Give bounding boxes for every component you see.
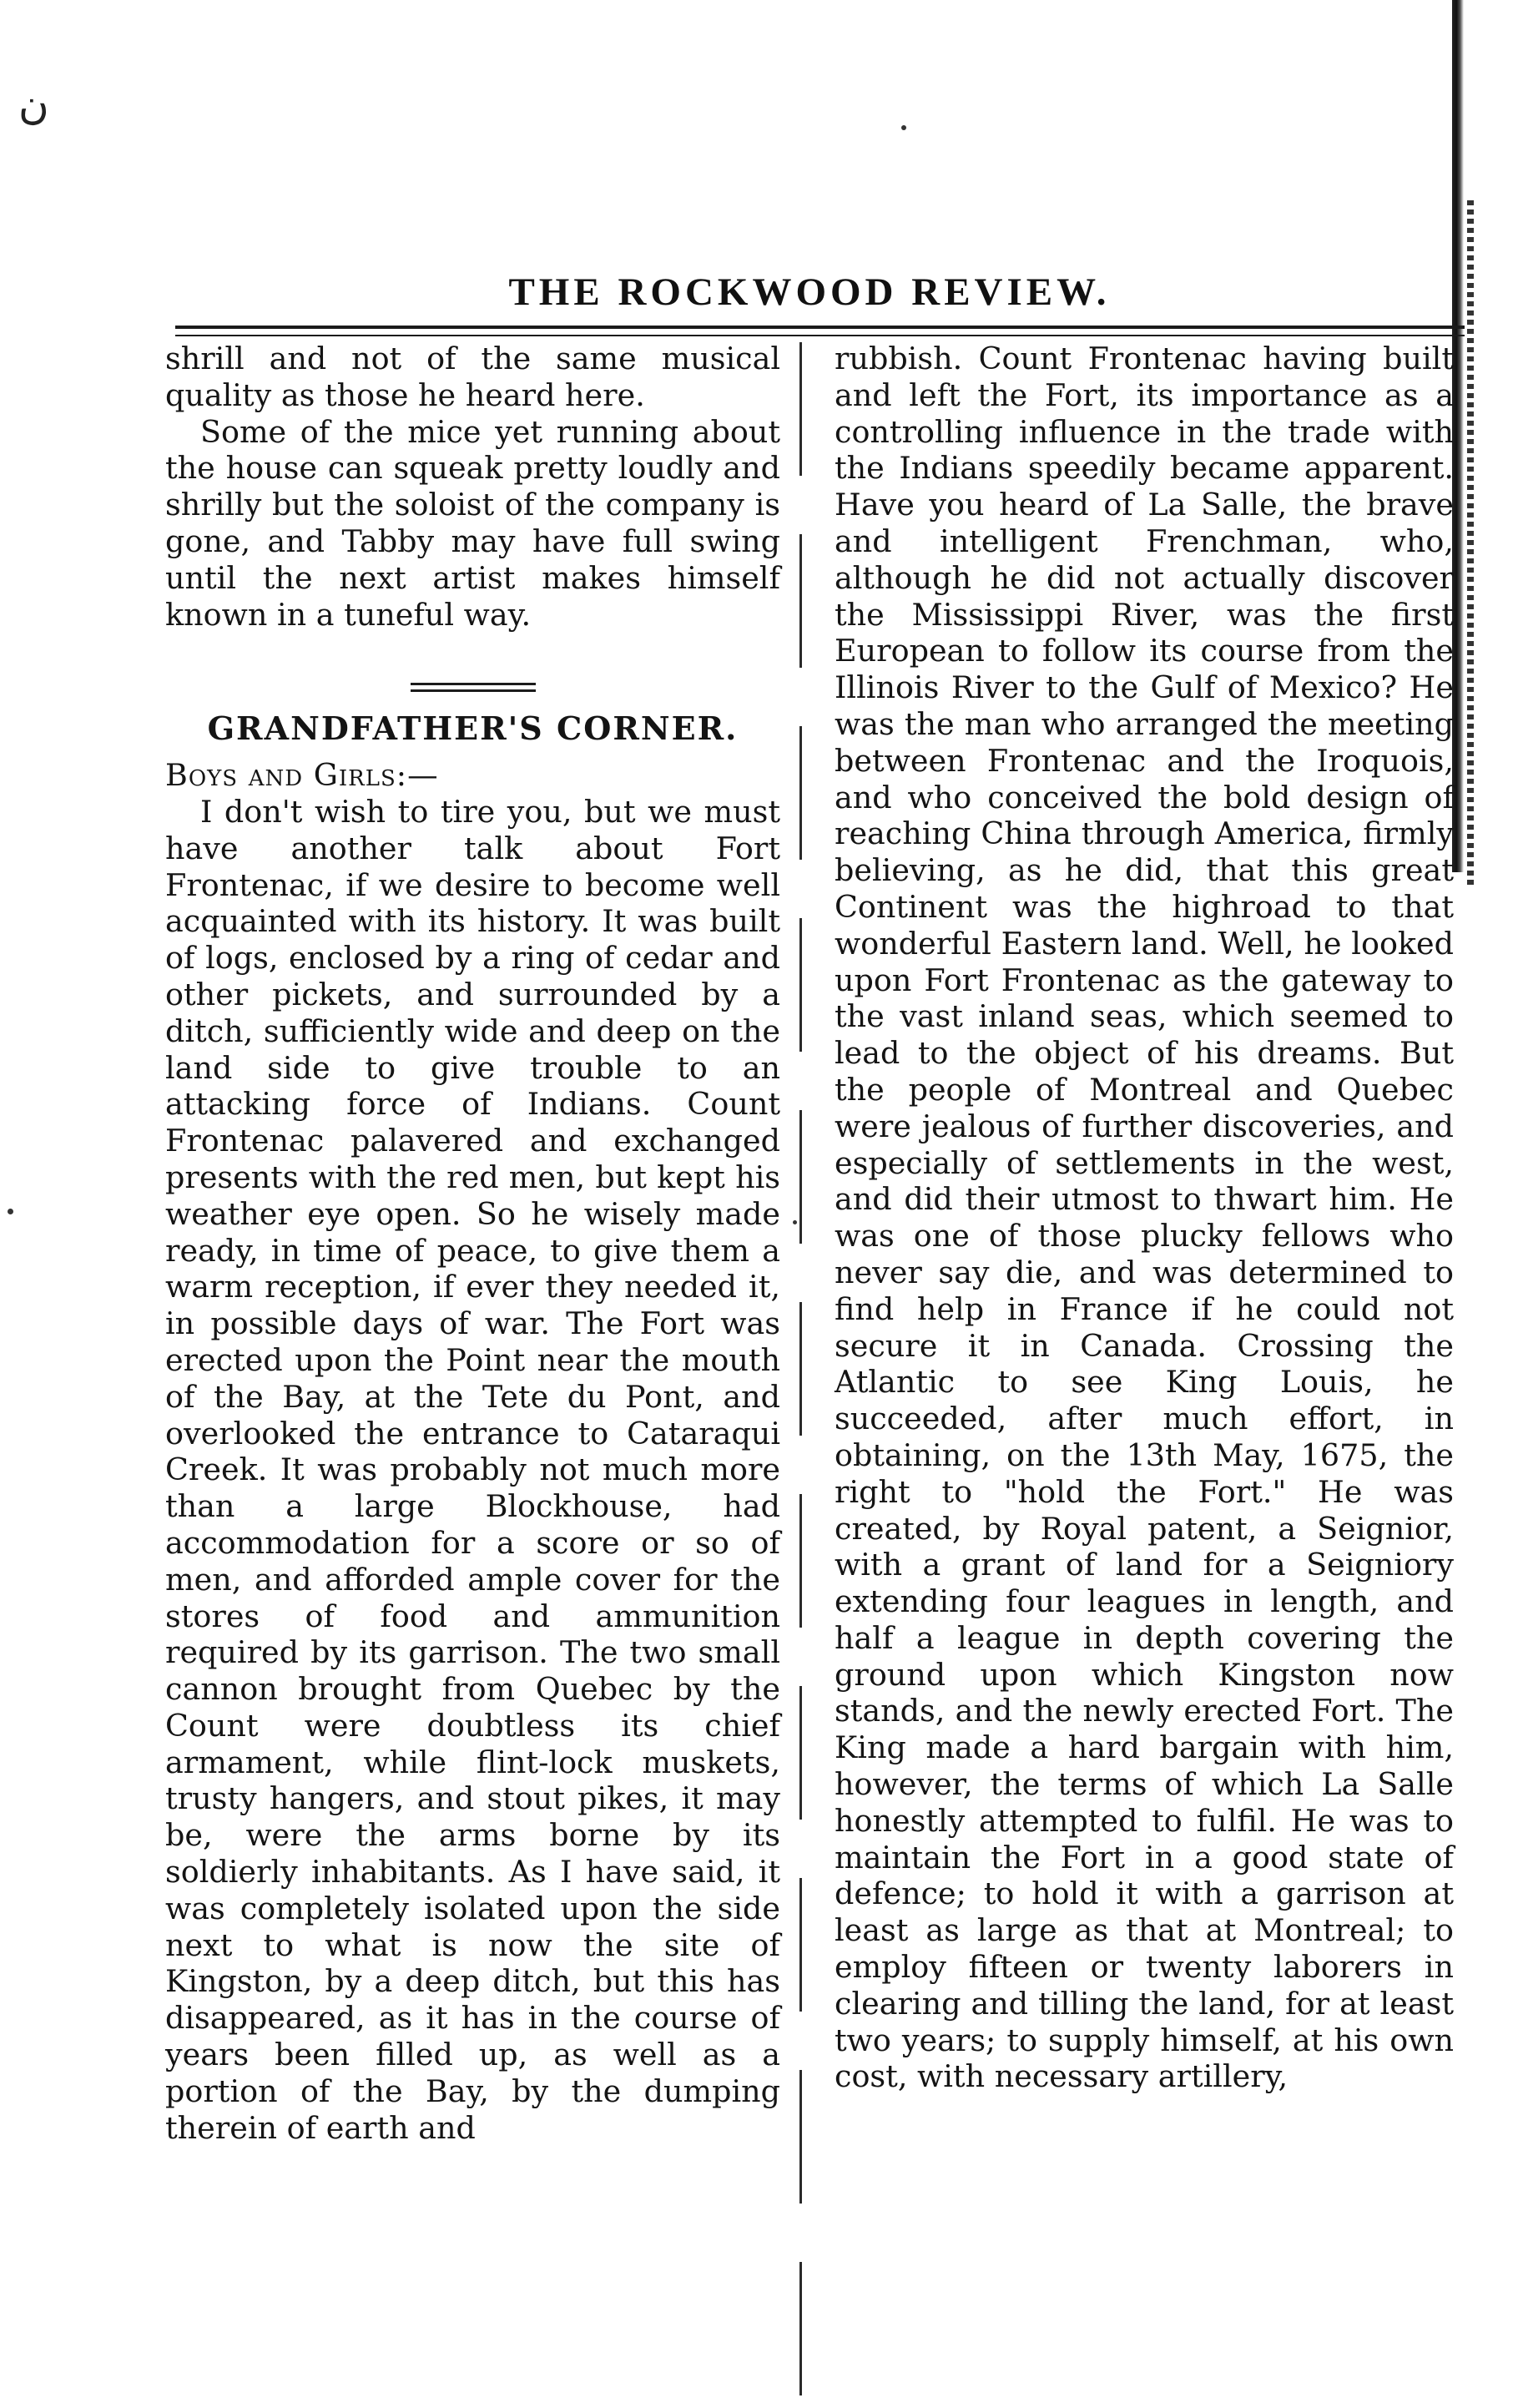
fort-paragraph: I don't wish to tire you, but we must have another talk about Fort Frontenac, if we desire to become well acquainted with its history. It was built of logs, enclosed by a ring of cedar and other pickets, and surrounded by a ditch, sufficiently wide and deep on the land side to give trouble to an attacking force of Indians. Count Frontenac palavered and exchanged presents with the red men, but kept his weather eye open. So he wisely made ready, in time of peace, to give them a warm reception, if ever they needed it, in possible days of war. The Fort was erected upon the Point near the mouth of the Bay, at the Tete du Pont, and overlooked the entrance to Cataraqui Creek. It was probably not much more than a large Blockhouse, had accommodation for a score or so of men, and afforded ample cover for the stores of food and ammunition required by its garrison. The two small cannon brought from Quebec by the Count were doubtless its chief armament, while flint-lock muskets, trusty hangers, and stout pikes, it may be, were the arms borne by its soldierly inhabitants. As I have said, it was completely isolated upon the side next to what is now the site of Kingston, by a deep ditch, but this has disappeared, as it has in the course of years been filled up, as well as a portion of the Bay, by the dumping therein of earth and <box>165 793 780 2146</box>
section-rule <box>411 689 536 692</box>
lasalle-paragraph: rubbish. Count Frontenac having built and left the Fort, its importance as a controlling influence in the trade with the Indians speedily became apparent. Have you heard of La Salle, the brave and intelligent Frenchman, who, although he did not actually discover the Mississippi River, was the first European to follow its course from the Illinois River to the Gulf of Mexico? He was the man who arranged the meeting between Frontenac and the Iroquois, and who conceived the bold design of reaching China through America, firmly believing, as he did, that this great Continent was the highroad to that wonderful Eastern land. Well, he looked upon Fort Frontenac as the gateway to the vast inland seas, which seemed to lead to the object of his dreams. But the people of Montreal and Quebec were jealous of further discoveries, and especially of settlements in the west, and did their utmost to thwart him. He was one of those plucky fellows who never say die, and was determined to find help in France if he could not secure it in Canada. Crossing the Atlantic to see King Louis, he succeeded, after much effort, in obtaining, on the 13th May, 1675, the right to "hold the Fort." He was created, by Royal patent, a Seignior, with a grant of land for a Seigniory extending four leagues in length, and half a league in depth covering the ground upon which Kingston now stands, and the newly erected Fort. The King made a hard bargain with him, however, the terms of which La Salle honestly attempted to fulfil. He was to maintain the Fort in a good state of defence; to hold it with a garrison at least as large as that at Montreal; to employ fifteen or twenty laborers in clearing and tilling the land, for at least two years; to supply himself, at his own cost, with necessary artillery, <box>835 341 1454 2095</box>
section-rule <box>411 683 536 685</box>
right-column <box>835 341 1454 2402</box>
header-rule-thin <box>175 335 1465 336</box>
continued-paragraph: shrill and not of the same musical quality as those he heard here. <box>165 341 780 413</box>
section-heading: GRANDFATHER'S CORNER. <box>207 709 739 748</box>
ink-speck <box>8 1209 13 1214</box>
ink-speck <box>901 125 906 130</box>
running-head: THE ROCKWOOD REVIEW. <box>508 270 1111 314</box>
ink-speck <box>793 1220 797 1224</box>
mice-paragraph: Some of the mice yet running about the house can squeak pretty loudly and shrilly but the soloist of the company is gone, and Tabby may have full swing until the next artist makes himself known in a tuneful way. <box>165 413 780 633</box>
header-rule-thick <box>175 326 1465 329</box>
left-column <box>165 341 780 2402</box>
masthead <box>167 267 1452 317</box>
page-binding-edge <box>1452 0 1464 872</box>
corner-ink-mark: ن <box>18 81 49 128</box>
page-binding-shadow <box>1467 200 1474 885</box>
column-divider <box>799 342 802 2404</box>
salutation: Boys and Girls:— <box>165 757 439 794</box>
